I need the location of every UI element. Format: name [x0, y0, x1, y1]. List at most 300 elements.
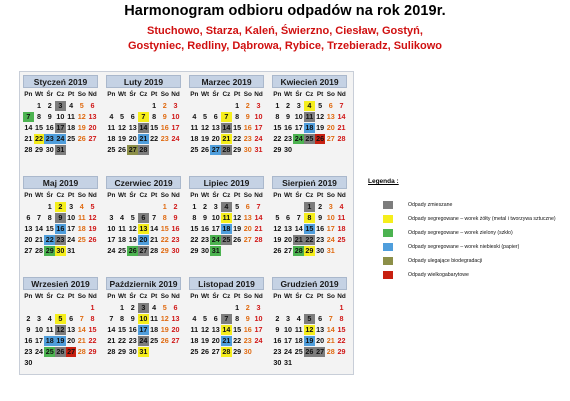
weekday-header: So	[243, 91, 252, 98]
day-cell: 25	[118, 246, 127, 255]
day-cell: 14	[337, 112, 346, 121]
day-cell: 14	[139, 123, 148, 132]
day-cell: 26	[56, 347, 65, 356]
day-cell: 15	[118, 325, 127, 334]
day-cell: 28	[77, 347, 86, 356]
day-cell: 13	[211, 325, 220, 334]
day-cell: 23	[24, 347, 33, 356]
empty-cell	[149, 347, 160, 357]
day-cell: 19	[77, 123, 86, 132]
day-cell: 15	[88, 325, 97, 334]
day-cell: 8	[90, 314, 95, 323]
day-cell: 23	[284, 134, 293, 143]
day-cell: 30	[45, 145, 54, 154]
day-cell: 16	[273, 336, 282, 345]
day-cell: 15	[233, 123, 242, 132]
weekday-header: Wt	[200, 91, 210, 98]
empty-cell	[66, 145, 77, 155]
day-cell: 31	[326, 246, 335, 255]
day-cell: 7	[152, 213, 157, 222]
day-cell: 3	[296, 101, 301, 110]
day-cell: 10	[107, 224, 116, 233]
empty-cell	[138, 202, 149, 212]
day-cell: 28	[139, 145, 148, 154]
weekday-header: Śr	[212, 91, 220, 98]
day-cell: 28	[254, 235, 263, 244]
day-cell: 1	[339, 303, 344, 312]
day-cell: 24	[254, 336, 263, 345]
empty-cell	[283, 202, 294, 212]
day-cell: 17	[326, 224, 335, 233]
day-cell: 24	[171, 134, 180, 143]
locations-line-1: Stuchowo, Starza, Kaleń, Świerzno, Ciesław, Gostyń,	[147, 25, 423, 37]
weekday-header: Nd	[337, 192, 346, 199]
day-cell: 30	[201, 246, 210, 255]
empty-cell	[66, 358, 77, 368]
day-cell: 29	[190, 246, 199, 255]
weekday-header: Pt	[150, 91, 158, 98]
empty-cell	[200, 101, 211, 111]
empty-cell	[66, 303, 77, 313]
weekday-header: Śr	[46, 91, 54, 98]
day-cell: 17	[294, 123, 303, 132]
empty-cell	[304, 303, 315, 313]
day-cell: 28	[107, 347, 116, 356]
day-cell: 5	[203, 112, 208, 121]
weekday-header: So	[77, 293, 86, 300]
day-cell: 21	[254, 224, 263, 233]
weekday-header: Pn	[107, 192, 116, 199]
legend	[368, 178, 568, 278]
weekday-header: Nd	[171, 192, 180, 199]
month-11	[189, 277, 264, 371]
day-cell: 4	[109, 112, 114, 121]
day-cell: 25	[77, 235, 86, 244]
day-cell: 10	[284, 325, 293, 334]
day-cell: 4	[79, 202, 84, 211]
day-cell: 29	[118, 347, 127, 356]
empty-cell	[200, 303, 211, 313]
day-cell: 14	[35, 224, 44, 233]
day-cell: 14	[77, 325, 86, 334]
day-cell: 18	[305, 123, 314, 132]
day-cell: 16	[56, 224, 65, 233]
day-cell: 13	[326, 112, 335, 121]
weekday-header: So	[160, 192, 169, 199]
day-cell: 16	[128, 325, 137, 334]
day-cell: 7	[138, 112, 149, 122]
day-cell: 22	[337, 336, 346, 345]
day-cell: 12	[128, 224, 137, 233]
day-cell: 9	[245, 314, 250, 323]
day-cell: 29	[273, 145, 282, 154]
day-cell: 17	[107, 235, 116, 244]
day-cell: 2	[275, 314, 280, 323]
weekday-header: So	[243, 192, 252, 199]
year-calendar	[19, 71, 354, 375]
empty-cell	[304, 145, 315, 155]
day-cell: 5	[120, 112, 125, 121]
empty-cell	[34, 358, 45, 368]
day-cell: 23	[171, 235, 180, 244]
empty-cell	[76, 358, 87, 368]
month-5	[23, 176, 98, 270]
day-cell: 25	[190, 145, 199, 154]
day-cell: 16	[201, 224, 210, 233]
weekday-header: Pt	[316, 192, 324, 199]
day-cell: 11	[77, 213, 86, 222]
weekday-header: So	[160, 293, 169, 300]
day-cell: 23	[316, 235, 325, 244]
day-cell: 28	[326, 347, 335, 356]
day-cell: 22	[150, 134, 159, 143]
day-cell: 21	[337, 123, 346, 132]
day-cell: 19	[160, 325, 169, 334]
day-cell: 7	[221, 314, 232, 324]
day-cell: 4	[47, 314, 52, 323]
day-cell: 15	[150, 123, 159, 132]
day-cell: 2	[47, 101, 52, 110]
day-cell: 25	[190, 347, 199, 356]
legend-item	[368, 271, 568, 281]
month-12	[272, 277, 347, 371]
day-cell: 23	[243, 134, 252, 143]
weekday-header: Śr	[212, 192, 220, 199]
day-cell: 13	[139, 224, 148, 233]
empty-cell	[293, 303, 304, 313]
legend-label: Odpady segregowane – worek zielony (szkło)	[408, 230, 513, 236]
day-cell: 26	[201, 145, 210, 154]
empty-cell	[117, 101, 128, 111]
day-cell: 22	[273, 134, 282, 143]
day-cell: 27	[139, 246, 148, 255]
day-cell: 21	[24, 134, 33, 143]
day-cell: 26	[316, 134, 325, 143]
day-cell: 25	[337, 235, 346, 244]
day-cell: 30	[243, 347, 252, 356]
day-cell: 17	[56, 123, 65, 132]
day-cell: 26	[273, 246, 282, 255]
day-cell: 30	[316, 246, 325, 255]
empty-cell	[221, 303, 232, 313]
weekday-header: Wt	[34, 293, 44, 300]
empty-cell	[87, 145, 98, 155]
day-cell: 14	[294, 224, 303, 233]
day-cell: 1	[235, 303, 240, 312]
day-cell: 11	[150, 314, 158, 323]
day-cell: 17	[35, 336, 44, 345]
weekday-header: Wt	[283, 293, 293, 300]
day-cell: 20	[326, 123, 335, 132]
day-cell: 29	[305, 246, 314, 255]
day-cell: 19	[56, 336, 65, 345]
weekday-header: Pn	[273, 192, 282, 199]
day-cell: 31	[211, 246, 220, 255]
empty-cell	[336, 358, 347, 368]
day-cell: 4	[339, 202, 344, 211]
day-cell: 30	[284, 145, 293, 154]
day-cell: 7	[23, 112, 34, 122]
day-cell: 10	[35, 325, 44, 334]
day-cell: 22	[45, 235, 54, 244]
day-cell: 9	[130, 314, 135, 323]
weekday-header: So	[326, 91, 335, 98]
day-cell: 21	[139, 134, 148, 143]
empty-cell	[76, 246, 87, 256]
weekday-header: Śr	[129, 293, 137, 300]
weekday-header: Pt	[316, 293, 324, 300]
day-cell: 7	[328, 314, 333, 323]
empty-cell	[138, 101, 149, 111]
day-cell: 12	[273, 224, 282, 233]
empty-cell	[242, 246, 253, 256]
day-cell: 19	[233, 224, 242, 233]
day-cell: 1	[90, 303, 95, 312]
weekday-header: Śr	[295, 192, 303, 199]
day-cell: 15	[190, 224, 199, 233]
weekday-header: Cz	[139, 192, 148, 199]
day-cell: 27	[88, 134, 97, 143]
day-cell: 19	[273, 235, 282, 244]
day-cell: 29	[160, 246, 169, 255]
weekday-header: So	[243, 293, 252, 300]
day-cell: 18	[77, 224, 86, 233]
empty-cell	[253, 246, 264, 256]
day-cell: 16	[243, 325, 252, 334]
weekday-header: Pn	[273, 293, 282, 300]
weekday-header: Nd	[88, 91, 97, 98]
empty-cell	[221, 246, 232, 256]
day-cell: 16	[171, 224, 180, 233]
empty-cell	[106, 202, 117, 212]
day-cell: 12	[233, 213, 242, 222]
day-cell: 22	[35, 134, 44, 143]
day-cell: 8	[235, 112, 240, 121]
weekday-header: Nd	[254, 91, 263, 98]
empty-cell	[127, 101, 138, 111]
day-cell: 31	[139, 347, 148, 356]
day-cell: 4	[69, 101, 74, 110]
legend-item	[368, 201, 568, 211]
empty-cell	[23, 303, 34, 313]
day-cell: 9	[275, 325, 280, 334]
weekday-header: Pn	[24, 293, 33, 300]
day-cell: 10	[326, 213, 335, 222]
month-name: Styczeń 2019	[23, 75, 98, 88]
legend-swatch	[383, 257, 393, 265]
day-cell: 10	[294, 112, 303, 121]
day-cell: 24	[326, 235, 335, 244]
day-cell: 17	[171, 123, 180, 132]
day-cell: 8	[37, 112, 42, 121]
day-cell: 5	[304, 314, 315, 324]
month-name: Marzec 2019	[189, 75, 264, 88]
day-cell: 6	[138, 213, 149, 223]
day-cell: 8	[120, 314, 125, 323]
day-cell: 22	[160, 235, 169, 244]
day-cell: 19	[88, 224, 97, 233]
day-cell: 15	[305, 224, 314, 233]
weekday-header: Nd	[88, 293, 97, 300]
month-name: Grudzień 2019	[272, 277, 347, 290]
day-cell: 10	[211, 213, 220, 222]
day-cell: 12	[77, 112, 86, 121]
day-cell: 29	[45, 246, 54, 255]
day-cell: 23	[273, 347, 282, 356]
empty-cell	[159, 347, 170, 357]
day-cell: 14	[254, 213, 263, 222]
month-2	[106, 75, 181, 169]
weekday-header: Śr	[129, 192, 137, 199]
weekday-header: Wt	[283, 91, 293, 98]
day-cell: 18	[67, 123, 76, 132]
month-1	[23, 75, 98, 169]
day-cell: 7	[339, 101, 344, 110]
day-cell: 8	[275, 112, 280, 121]
day-cell: 27	[211, 145, 220, 154]
day-cell: 1	[192, 202, 197, 211]
day-cell: 18	[150, 325, 159, 334]
day-cell: 11	[222, 213, 231, 222]
weekday-header: So	[160, 91, 169, 98]
day-cell: 21	[77, 336, 86, 345]
day-cell: 8	[235, 314, 240, 323]
day-cell: 20	[139, 235, 148, 244]
day-cell: 5	[162, 303, 167, 312]
page-title: Harmonogram odbioru odpadów na rok 2019r.	[124, 3, 446, 19]
day-cell: 27	[326, 134, 335, 143]
day-cell: 27	[128, 145, 137, 154]
day-cell: 9	[55, 213, 66, 223]
day-cell: 3	[37, 314, 42, 323]
day-cell: 9	[173, 213, 178, 222]
locations-line-2: Gostyniec, Redliny, Dąbrowa, Rybice, Trzebieradz, Sulikowo	[128, 40, 442, 52]
day-cell: 11	[190, 123, 199, 132]
day-cell: 31	[254, 145, 263, 154]
empty-cell	[315, 303, 326, 313]
legend-swatch	[383, 229, 393, 237]
day-cell: 9	[47, 112, 52, 121]
day-cell: 25	[45, 347, 54, 356]
day-cell: 13	[171, 314, 180, 323]
day-cell: 2	[245, 101, 250, 110]
day-cell: 1	[120, 303, 125, 312]
empty-cell	[304, 358, 315, 368]
day-cell: 13	[67, 325, 76, 334]
legend-label: Odpady zmieszane	[408, 202, 453, 208]
legend-item	[368, 257, 568, 267]
day-cell: 1	[235, 101, 240, 110]
day-cell: 29	[233, 145, 242, 154]
month-7	[189, 176, 264, 270]
weekday-header: Pt	[316, 91, 324, 98]
day-cell: 19	[118, 134, 127, 143]
weekday-header: Nd	[337, 91, 346, 98]
weekday-header: Śr	[212, 293, 220, 300]
day-cell: 24	[35, 347, 44, 356]
weekday-header: Pt	[150, 192, 158, 199]
day-cell: 8	[339, 314, 344, 323]
day-cell: 4	[120, 213, 125, 222]
day-cell: 26	[88, 235, 97, 244]
day-cell: 10	[67, 213, 76, 222]
weekday-header: Pn	[273, 91, 282, 98]
empty-cell	[272, 303, 283, 313]
day-cell: 5	[90, 202, 95, 211]
day-cell: 23	[201, 235, 210, 244]
day-cell: 8	[192, 213, 197, 222]
month-name: Czerwiec 2019	[106, 176, 181, 189]
day-cell: 2	[173, 202, 178, 211]
day-cell: 28	[337, 134, 346, 143]
empty-cell	[149, 145, 160, 155]
day-cell: 28	[24, 145, 33, 154]
day-cell: 11	[294, 325, 303, 334]
legend-swatch	[383, 215, 393, 223]
day-cell: 31	[67, 246, 76, 255]
month-10	[106, 277, 181, 371]
day-cell: 5	[79, 101, 84, 110]
empty-cell	[210, 303, 221, 313]
day-cell: 26	[160, 336, 169, 345]
day-cell: 24	[284, 347, 293, 356]
empty-cell	[221, 101, 232, 111]
weekday-header: Pt	[150, 293, 158, 300]
day-cell: 20	[128, 134, 137, 143]
day-cell: 19	[316, 123, 325, 132]
day-cell: 28	[294, 246, 303, 255]
day-cell: 5	[203, 314, 208, 323]
day-cell: 15	[233, 325, 242, 334]
day-cell: 16	[24, 336, 33, 345]
empty-cell	[189, 303, 200, 313]
day-cell: 12	[160, 314, 169, 323]
weekday-header: Wt	[117, 293, 127, 300]
legend-swatch	[383, 271, 393, 279]
day-cell: 13	[88, 112, 97, 121]
day-cell: 15	[160, 224, 169, 233]
day-cell: 20	[24, 235, 33, 244]
empty-cell	[293, 358, 304, 368]
day-cell: 20	[211, 134, 220, 143]
day-cell: 18	[190, 336, 199, 345]
empty-cell	[159, 145, 170, 155]
day-cell: 4	[304, 101, 315, 111]
day-cell: 21	[294, 235, 303, 244]
day-cell: 16	[45, 123, 54, 132]
day-cell: 27	[316, 347, 325, 356]
day-cell: 6	[213, 112, 218, 121]
empty-cell	[325, 358, 336, 368]
empty-cell	[315, 145, 326, 155]
day-cell: 6	[130, 112, 135, 121]
weekday-header: Nd	[337, 293, 346, 300]
day-cell: 25	[67, 134, 76, 143]
empty-cell	[34, 202, 45, 212]
day-cell: 24	[139, 336, 148, 345]
day-cell: 17	[284, 336, 293, 345]
weekday-header: Wt	[34, 91, 44, 98]
weekday-header: Pt	[233, 192, 241, 199]
day-cell: 17	[211, 224, 220, 233]
day-cell: 31	[284, 358, 293, 367]
empty-cell	[23, 101, 34, 111]
day-cell: 25	[150, 336, 159, 345]
empty-cell	[325, 303, 336, 313]
day-cell: 4	[192, 112, 197, 121]
empty-cell	[232, 246, 243, 256]
day-cell: 20	[211, 336, 220, 345]
